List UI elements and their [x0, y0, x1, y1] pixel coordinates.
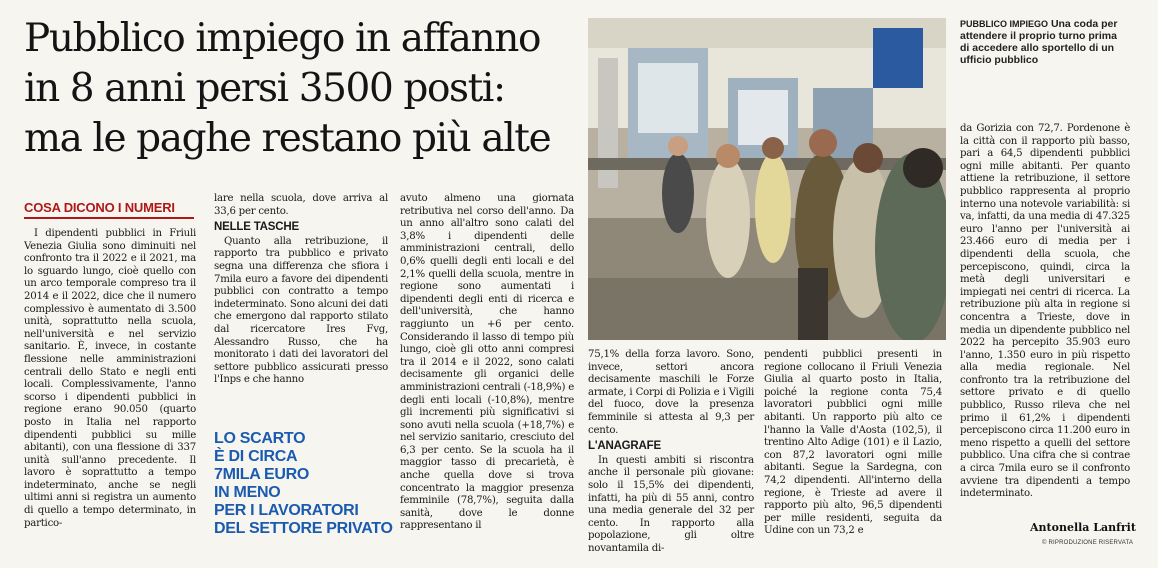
- column-4-text-a: 75,1% della forza lavoro. Sono, invece, settori ancora decisamente maschili le Forze armate, i Corpi di Polizia e i Vigili del fuoco, dove la presenza femminile si attesta al 9,3 per cento.: [588, 349, 754, 436]
- column-6-text: da Gorizia con 72,7. Pordenone è la città con il rapporto più basso, pari a 64,5 dipendenti pubblici ogni mille abitanti. Per quanto attiene la retribuzione, il settore pubblico rappresenta al proprio interno una notevole variabilità: si va, infatti, da una media di 47.325 euro l'anno per l'università ai 23.466 euro di media per i dipendenti della scuola, che percepiscono, quindi, circa la metà degli universitari e impiegati nei centri di ricerca. La retribuzione più alta in regione si concentra a Trieste, dove in media un dipendente pubblico nel 2022 ha percepito 35.903 euro l'anno, 1.350 euro in più rispetto alla media regionale. Nel confronto tra la retribuzione del settore privato e di quello pubblico, Russo rileva che nel primo il 61,2% i dipendenti percepiscono circa 11.200 euro in meno rispetto a quelli del settore pubblico. Una cifra che si contrae a circa 7mila euro se il confronto avviene tra dipendenti a tempo indeterminato.: [960, 123, 1130, 500]
- rights-notice: © RIPRODUZIONE RISERVATA: [1042, 540, 1134, 546]
- column-5-text: pendenti pubblici presenti in regione collocano il Friuli Venezia Giulia al quarto posto in Italia, poiché la regione conta 75,4 lavoratori pubblici ogni mille abitanti. Un rapporto più alto ce l'hanno la Valle d'Aosta (102,5), il trentino Alto Adige (101) e il Lazio, con 87,2 lavoratori ogni mille abitanti. Segue la Sardegna, con 74,2 dipendenti. All'interno della regione, è Trieste ad avere il rapporto più alto, 96,5 dipendenti per mille residenti, seguita da Udine con un 73,2 e: [764, 349, 942, 537]
- article-column-6: [960, 123, 1130, 501]
- subhead-nelle-tasche: NELLE TASCHE: [214, 221, 299, 234]
- article-column-5: [764, 349, 942, 538]
- pull-quote-line-6: DEL SETTORE PRIVATO: [214, 520, 393, 537]
- pull-quote-line-3: 7MILA EURO: [214, 466, 310, 483]
- subhead-anagrafe: L'ANAGRAFE: [588, 440, 661, 453]
- article-column-4: [588, 349, 754, 556]
- pull-quote: [214, 430, 393, 538]
- queue-photo-illustration: [588, 18, 946, 340]
- column-4-text-b: In questi ambiti si riscontra anche il personale più giovane: solo il 15,5% dei dipendenti, infatti, ha più di 55 anni, contro una media generale del 32 per cento. In rapporto alla popolazione, gli oltre novantamila di-: [588, 454, 754, 554]
- pull-quote-line-5: PER I LAVORATORI: [214, 502, 359, 519]
- caption-text: Una coda per attendere il proprio turno prima di accedere allo sportello di un ufficio pubblico: [960, 18, 1118, 66]
- column-1-text: I dipendenti pubblici in Friuli Venezia Giulia sono diminuiti nel confronto tra il 2022 e il 2021, ma lo sguardo lungo, cioè quello con un arco temporale compreso tra il 2014 e il 2022, dice che il numero complessivo è aumentato di 3.500 unità, soprattutto nella scuola, nell'università e nel servizio sanitario. È, invece, in costante flessione nelle amministrazioni centrali dello Stato e negli enti locali. Complessivamente, l'anno scorso i dipendenti pubblici in regione erano 90.050 (quarto posto in Italia nel rapporto dipendenti pubblici su mille abitanti), con una flessione di 337 unità sull'anno precedente. Il lavoro è soprattutto a tempo indeterminato, anche se negli ultimi anni si registra un aumento di quello a tempo determinato, in partico-: [24, 228, 196, 529]
- headline-line-3: ma le paghe restano più alte: [24, 116, 551, 161]
- column-2-text-b: Quanto alla retribuzione, il rapporto tra pubblico e privato segna una differenza che sfiora i 7mila euro a favore dei dipendenti pubblici con contratto a tempo indeterminato. Sono alcuni dei dati che emergono dal rapporto stilato dal ricercatore Ires Fvg, Alessandro Russo, che ha monitorato i dati dei lavoratori del settore pubblico assicurati presso l'Inps e che hanno: [214, 235, 388, 386]
- article-column-3: [400, 193, 574, 533]
- author-signature: Antonella Lanfrit: [1030, 521, 1136, 534]
- pull-quote-line-4: IN MENO: [214, 484, 281, 501]
- headline-line-2: in 8 anni persi 3500 posti:: [24, 66, 505, 111]
- pull-quote-line-2: È DI CIRCA: [214, 448, 298, 465]
- headline-line-1: Pubblico impiego in affanno: [24, 16, 541, 61]
- section-kicker: COSA DICONO I NUMERI: [24, 200, 194, 219]
- headline: [24, 14, 584, 164]
- column-3-text: avuto almeno una giornata retributiva nel corso dell'anno. Da un anno all'altro sono calati del 3,8% i dipendenti delle amministrazioni centrali, dello 0,6% quelli degli enti locali e del 2,1% quelli della scuola, mentre in regione sono aumentati i dipendenti degli enti di ricerca e dell'università, che hanno raggiunto un +6 per cento. Considerando il lasso di tempo più lungo, cioè gli otto anni compresi tra il 2014 e il 2022, sono calati decisamente gli organici delle amministrazioni centrali (-18,9%) e degli enti locali (-10,8%), mentre gli incrementi più significativi si sono avuti nella scuola (+18,7%) e nel servizio sanitario, cresciuto del 6,3 per cento. Se la scuola ha il maggior tasso di precarietà, è anche quella dove si trova concentrato la maggior presenza femminile (78,7%), seguita dalla sanità, dove le donne rappresentano il: [400, 193, 574, 532]
- pull-quote-line-1: LO SCARTO: [214, 430, 306, 447]
- article-column-1: [24, 228, 196, 530]
- photo-caption: [960, 18, 1128, 66]
- column-2-text-a: lare nella scuola, dove arriva al 33,6 per cento.: [214, 193, 388, 217]
- article-column-2: [214, 193, 388, 387]
- news-photo: [588, 18, 946, 340]
- caption-label: PUBBLICO IMPIEGO: [960, 19, 1049, 29]
